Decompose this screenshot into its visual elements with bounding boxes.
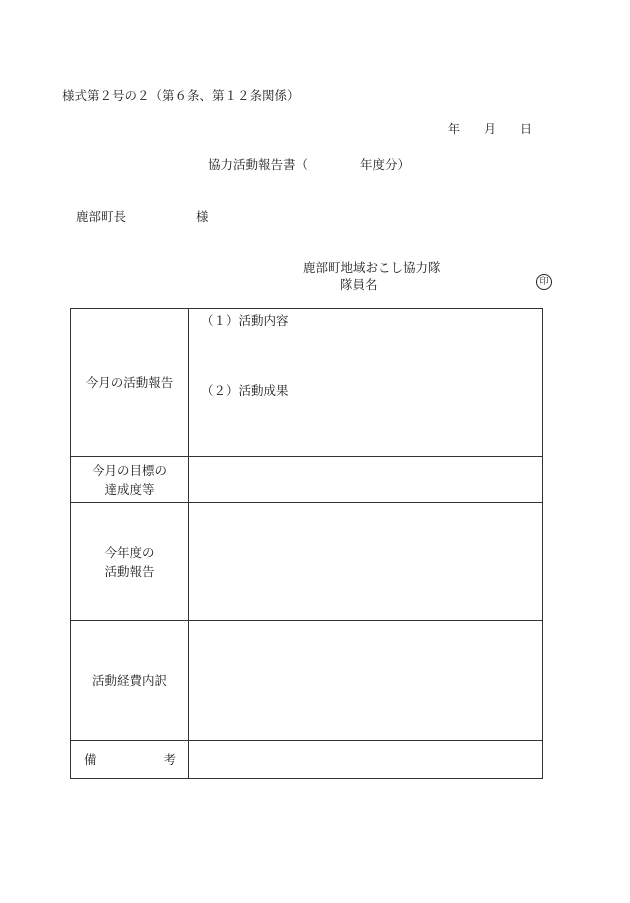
- date-line: [448, 120, 532, 137]
- expense-breakdown-field[interactable]: [189, 621, 543, 741]
- title-prefix: 協力活動報告書（: [208, 157, 309, 172]
- remarks-label-right: 考: [163, 752, 176, 767]
- member-name-label: 隊員名: [340, 277, 378, 292]
- monthly-report-label: [71, 309, 189, 457]
- label-line: 活動経費内訳: [91, 673, 167, 688]
- seal-icon: 印: [536, 274, 552, 290]
- goal-achievement-label: [71, 457, 189, 503]
- label-line: 今月の活動報告: [85, 375, 174, 390]
- form-number: 様式第２号の２（第６条、第１２条関係）: [62, 88, 300, 103]
- remarks-field[interactable]: [189, 741, 543, 779]
- remarks-label: [71, 741, 189, 779]
- document-title: [208, 155, 410, 173]
- report-table: [70, 308, 543, 779]
- table-row: [71, 621, 543, 741]
- label-line: 今年度の: [104, 544, 155, 560]
- goal-achievement-field[interactable]: [189, 457, 543, 503]
- table-row: [71, 309, 543, 457]
- label-line: 今月の目標の: [91, 462, 167, 478]
- label-line: 達成度等: [104, 481, 155, 497]
- addressee: [76, 207, 209, 225]
- monthly-report-field[interactable]: [189, 309, 543, 457]
- day-unit: 日: [520, 122, 533, 136]
- table-row: [71, 457, 543, 503]
- activity-results-item: （２）活動成果: [201, 383, 289, 398]
- addressee-name: 鹿部町長: [76, 209, 127, 224]
- table-row: [71, 503, 543, 621]
- expense-breakdown-label: [71, 621, 189, 741]
- label-line: 活動報告: [104, 563, 155, 579]
- title-suffix: 年度分）: [360, 157, 411, 172]
- annual-report-label: [71, 503, 189, 621]
- honorific: 様: [196, 209, 209, 224]
- remarks-label-left: 備: [84, 752, 97, 767]
- activity-content-item: （１）活動内容: [201, 313, 289, 328]
- year-unit: 年: [448, 122, 461, 136]
- organization-name: 鹿部町地域おこし協力隊: [303, 260, 441, 275]
- annual-report-field[interactable]: [189, 503, 543, 621]
- month-unit: 月: [484, 122, 497, 136]
- table-row: [71, 741, 543, 779]
